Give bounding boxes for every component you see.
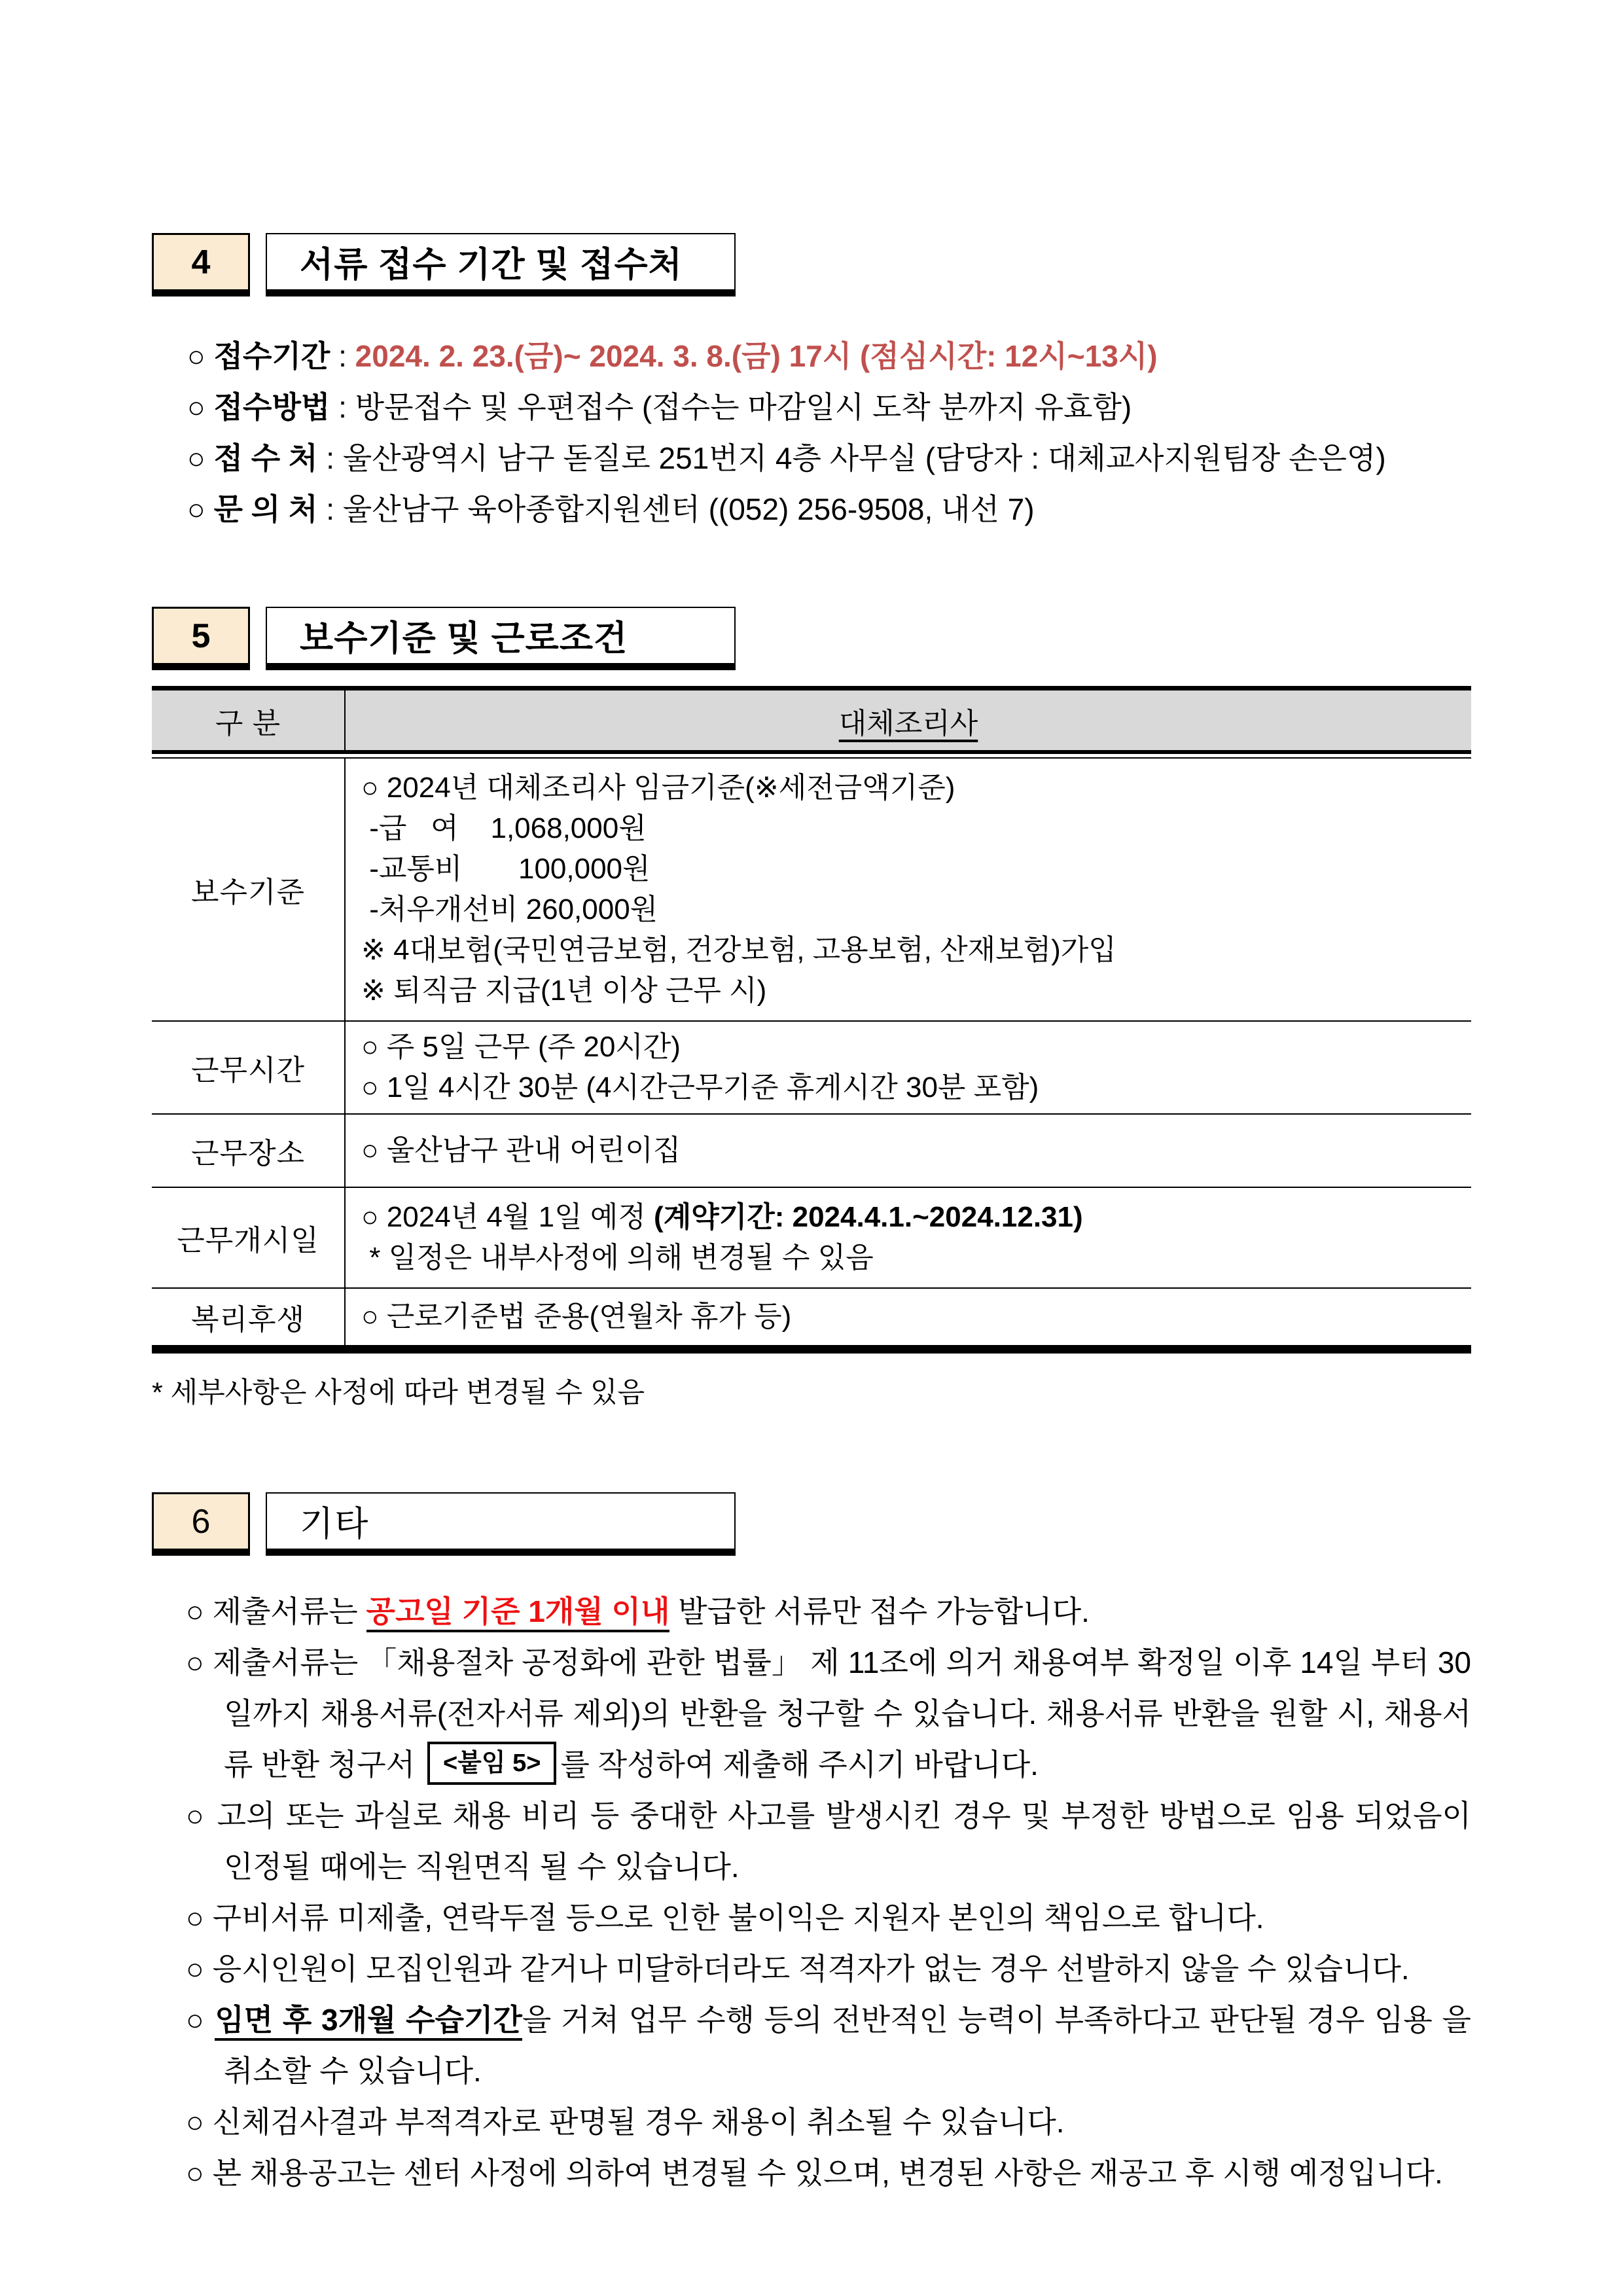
pay-line: ○ 2024년 대체조리사 임금기준(※세전금액기준): [361, 772, 955, 804]
item-label: 접 수 처: [213, 441, 318, 475]
item-value: 울산남구 육아종합지원센터 ((052) 256-9508, 내선 7): [342, 492, 1035, 526]
item-text: ○ 본 채용공고는 센터 사정에 의하여 변경될 수 있으며, 변경된 사항은 재공고 후 시행 예정입니다.: [186, 2156, 1443, 2190]
start-date-text: ○ 2024년 4월 1일 예정: [361, 1201, 654, 1233]
section4-header: [152, 233, 1471, 296]
row-label: 보수기준: [152, 759, 346, 1020]
item-text: ○ 고의 또는 과실로 채용 비리 등 중대한 사고를 발생시킨 경우 및 부정한 방법으로 임용 되었음이 인정될 때에는 직원면직 될 수 있습니다.: [186, 1799, 1480, 1884]
item-text: 를 작성하여 제출해 주시기 바랍니다.: [560, 1748, 1039, 1782]
section5-header: [152, 607, 1471, 670]
section4-number-badge: 4: [152, 233, 250, 296]
item-label: 접수방법: [213, 390, 330, 424]
table-header-category: 구 분: [152, 691, 346, 750]
item-value: 2024. 2. 23.(금)~ 2024. 3. 8.(금) 17시 (점심시간: 12시~13시): [355, 339, 1158, 373]
list-item-health-check: [152, 2096, 1471, 2147]
row-label: 복리후생: [152, 1289, 346, 1345]
welfare-line: ○ 근로기준법 준용(연월차 휴가 등): [361, 1300, 792, 1333]
item-text: ○ 제출서류는: [186, 1594, 366, 1628]
item-label: 문 의 처: [213, 492, 318, 526]
section5-number-badge: 5: [152, 607, 250, 670]
row-label: 근무장소: [152, 1115, 346, 1187]
item-separator: :: [317, 441, 343, 475]
probation-emphasis: 임면 후 3개월 수습기간: [215, 2003, 522, 2041]
pay-line: ※ 4대보험(국민연금보험, 건강보험, 고용보험, 산재보험)가입: [361, 934, 1116, 966]
list-item-responsibility: [152, 1892, 1471, 1943]
circle-bullet-icon: ○: [187, 390, 214, 424]
item-value: 울산광역시 남구 돋질로 251번지 4층 사무실 (담당자 : 대체교사지원팀장 손은영): [342, 441, 1386, 475]
attachment-5-box: <붙임 5>: [427, 1742, 557, 1785]
contract-period: (계약기간: 2024.4.1.~2024.12.31): [654, 1201, 1083, 1233]
section6-items: [152, 1586, 1480, 2198]
list-item-reception-period: [152, 331, 1471, 382]
item-separator: :: [330, 390, 355, 424]
item-text: ○: [186, 2003, 215, 2037]
hours-line: ○ 1일 4시간 30분 (4시간근무기준 휴게시간 30분 포함): [361, 1071, 1039, 1103]
item-text: 발급한 서류만 접수 가능합니다.: [669, 1594, 1090, 1628]
circle-bullet-icon: ○: [187, 441, 214, 475]
table-row-start-date: [152, 1187, 1471, 1287]
list-item-no-selection: [152, 1943, 1471, 1994]
item-label: 접수기간: [213, 339, 330, 373]
list-item-notice-change: [152, 2147, 1471, 2198]
section4-title: 서류 접수 기간 및 접수처: [266, 233, 736, 296]
table-header-position: 대체조리사: [838, 707, 978, 740]
table-footnote: * 세부사항은 사정에 따라 변경될 수 있음: [152, 1377, 645, 1408]
item-text: 을 거쳐 업무 수행 등의 전반적인 능력이 부족하다고 판단될 경우 임용 을 취소할 수 있습니다.: [224, 2003, 1480, 2088]
pay-line: -급 여 1,068,000원: [361, 812, 647, 844]
row-label: 근무시간: [152, 1022, 346, 1113]
table-header-row: [152, 691, 1471, 754]
start-date-line: [361, 1197, 1471, 1238]
hours-line: ○ 주 5일 근무 (주 20시간): [361, 1031, 681, 1063]
list-item-document-return: [152, 1637, 1471, 1790]
section4-items: [152, 331, 1471, 535]
row-label: 근무개시일: [152, 1188, 346, 1287]
section6-header: [152, 1492, 1471, 1556]
item-value: 방문접수 및 우편접수 (접수는 마감일시 도착 분까지 유효함): [355, 390, 1132, 424]
list-item-reception-method: [152, 382, 1471, 433]
section6-title: 기타: [266, 1492, 736, 1556]
table-row-pay: [152, 759, 1471, 1020]
circle-bullet-icon: ○: [187, 339, 214, 373]
item-separator: :: [317, 492, 343, 526]
list-item-probation: [152, 1994, 1480, 2096]
highlighted-text: 공고일 기준 1개월 이내: [366, 1594, 670, 1632]
item-separator: :: [330, 339, 355, 373]
item-text: ○ 신체검사결과 부적격자로 판명될 경우 채용이 취소될 수 있습니다.: [186, 2105, 1065, 2139]
table-row-welfare: [152, 1287, 1471, 1345]
list-item-inquiry: [152, 484, 1471, 535]
list-item-document-validity: [152, 1586, 1471, 1637]
table-row-location: [152, 1113, 1471, 1187]
list-item-dismissal: [152, 1790, 1480, 1892]
table-row-hours: [152, 1020, 1471, 1113]
pay-line: -교통비 100,000원: [361, 853, 651, 885]
location-line: ○ 울산남구 관내 어린이집: [361, 1134, 681, 1166]
compensation-table: [152, 686, 1471, 1354]
list-item-reception-place: [152, 433, 1471, 484]
item-text: ○ 제출서류는 「채용절차 공정화에 관한 법률」 제 11조에 의거 채용여부 확정일 이후 14일 부터 30일까지 채용서류(전자서류 제외)의 반환을 청구할 수 있습니다. 채용서류 반환을 원할 시, 채용서류 반환 청구서: [186, 1645, 1471, 1782]
pay-line: ※ 퇴직금 지급(1년 이상 근무 시): [361, 975, 767, 1007]
item-text: ○ 구비서류 미제출, 연락두절 등으로 인한 불이익은 지원자 본인의 책임으로 합니다.: [186, 1901, 1264, 1935]
section5-title: 보수기준 및 근로조건: [266, 607, 736, 670]
item-text: ○ 응시인원이 모집인원과 같거나 미달하더라도 적격자가 없는 경우 선발하지 않을 수 있습니다.: [186, 1952, 1410, 1986]
pay-line: -처우개선비 260,000원: [361, 893, 658, 925]
start-date-note: * 일정은 내부사정에 의해 변경될 수 있음: [361, 1242, 874, 1274]
circle-bullet-icon: ○: [187, 492, 214, 526]
section6-number-badge: 6: [152, 1492, 250, 1556]
